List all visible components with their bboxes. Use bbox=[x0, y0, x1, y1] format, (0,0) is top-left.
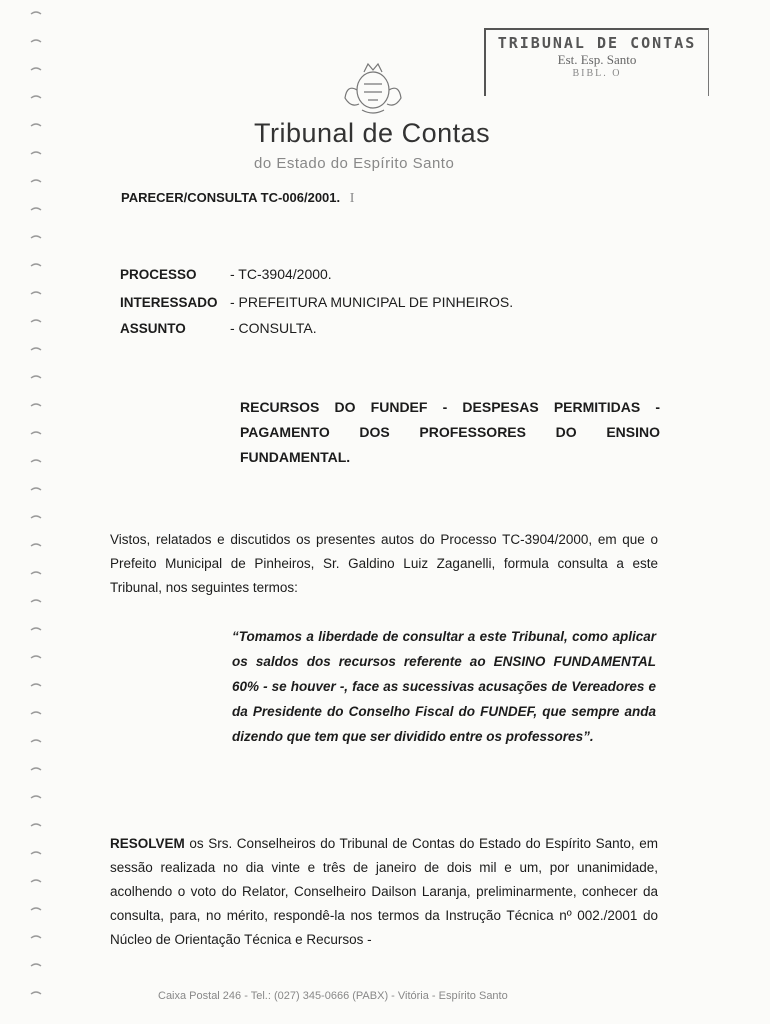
meta-value: - PREFEITURA MUNICIPAL DE PINHEIROS. bbox=[230, 294, 514, 310]
meta-label: ASSUNTO bbox=[120, 321, 186, 336]
meta-processo bbox=[120, 266, 332, 282]
meta-assunto bbox=[120, 320, 317, 336]
binding-margin-marks bbox=[28, 0, 44, 1024]
stamp-title: TRIBUNAL DE CONTAS bbox=[497, 34, 697, 52]
footer-address: Caixa Postal 246 - Tel.: (027) 345-0666 (PABX) - Vitória - Espírito Santo bbox=[158, 990, 508, 1002]
stamp-line-1: Est. Esp. Santo bbox=[557, 52, 637, 67]
parecer-number: PARECER/CONSULTA TC-006/2001. bbox=[121, 190, 341, 205]
library-stamp bbox=[484, 28, 709, 96]
resolution-text: os Srs. Conselheiros do Tribunal de Contas do Estado do Espírito Santo, em sessão realizada no dia vinte e três de janeiro de dois mil e um, por unanimidade, acolhendo o voto do Relator, Conselheiro Dailson Laranja, preliminarmente, conhecer da consulta, para, no mérito, respondê-la nos termos da Instrução Técnica nº 002./2001 do Núcleo de Orientação Técnica e Recursos - bbox=[110, 836, 658, 947]
stamp-line-2: BIBL. O bbox=[572, 68, 622, 79]
meta-value: - CONSULTA. bbox=[230, 320, 317, 336]
meta-label: PROCESSO bbox=[120, 267, 197, 282]
meta-interessado bbox=[120, 294, 513, 310]
consultation-quote: “Tomamos a liberdade de consultar a este Tribunal, como aplicar os saldos dos recursos referente ao ENSINO FUNDAMENTAL 60% - se houver -, face as sucessivas acusações de Vereadores e da Presidente do Conselho Fiscal do FUNDEF, que sempre anda dizendo que tem que ser dividido entre os professores”. bbox=[232, 629, 656, 744]
meta-label: INTERESSADO bbox=[120, 295, 218, 310]
intro-paragraph: Vistos, relatados e discutidos os presentes autos do Processo TC-3904/2000, em que o Prefeito Municipal de Pinheiros, Sr. Galdino Luiz Zaganelli, formula consulta a este Tribunal, nos seguintes termos: bbox=[110, 532, 658, 595]
subject-heading: RECURSOS DO FUNDEF - DESPESAS PERMITIDAS - PAGAMENTO DOS PROFESSORES DO ENSINO FUNDAMENTAL. bbox=[240, 399, 660, 465]
resolution-lead: RESOLVEM bbox=[110, 836, 185, 851]
meta-value: - TC-3904/2000. bbox=[230, 266, 332, 282]
handwritten-mark: I bbox=[349, 191, 355, 206]
org-name: Tribunal de Contas bbox=[254, 118, 491, 148]
coat-of-arms-icon bbox=[342, 60, 404, 116]
parecer-heading bbox=[121, 190, 354, 207]
resolution-paragraph bbox=[110, 832, 658, 952]
org-subtitle: do Estado do Espírito Santo bbox=[254, 155, 455, 172]
